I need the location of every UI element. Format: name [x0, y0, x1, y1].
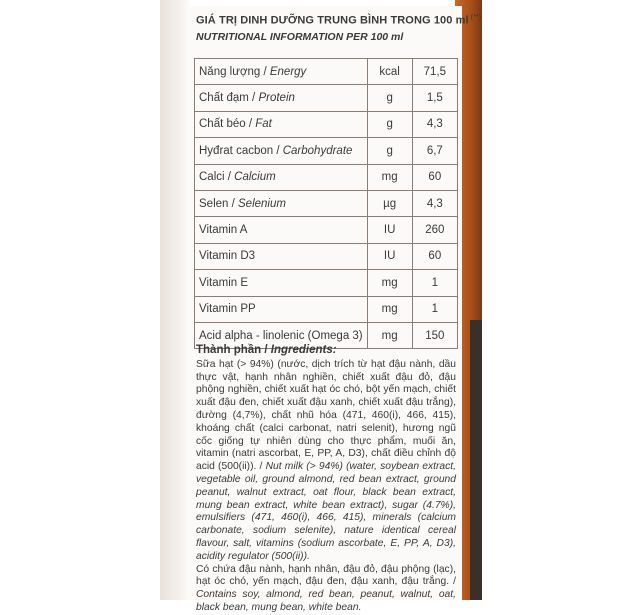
nutrient-row	[195, 164, 458, 190]
title-english: NUTRITIONAL INFORMATION PER 100 ml	[196, 30, 404, 43]
nutrient-value: 60	[412, 243, 457, 269]
ingredients-title-vi: Thành phần /	[196, 344, 271, 356]
nutrient-name	[195, 190, 368, 216]
nutrient-value: 4,3	[412, 111, 457, 137]
nutrient-name-en: Selenium	[238, 197, 286, 210]
ingredients-text-vi: Sữa hạt (> 94%) (nước, dịch trích từ hạt đậu nành, dầu thực vật, hạnh nhân nghiền, chiết xuất đậu đỏ, đậu phộng nghiền, chiết xuất hạt óc chó, bột yến mạch, chiết xuất đậu đen, chiết xuất đậu xanh, chiết xuất đậu trắng), đường (4,7%), chất nhũ hóa (471, 460(i), 466, 415), khoáng chất (calci carbonat, natri selenit), hương ngũ cốc giống tự nhiên dùng cho thực phẩm, muối ăn, vitamin (natri ascorbat, E, PP, A, D3), chất điều chỉnh độ acid (500(ii)). /	[196, 358, 456, 473]
nutrient-name	[195, 164, 368, 190]
allergen-text	[196, 564, 456, 615]
allergen-text-en: Contains soy, almond, red bean, peanut, walnut, oat, black bean, mung bean, white bean.	[196, 589, 456, 613]
nutrient-value: 1,5	[412, 85, 457, 111]
nutrient-unit: g	[367, 85, 412, 111]
nutrient-row	[195, 296, 458, 322]
nutrient-row	[195, 243, 458, 269]
nutrient-name-en: Calcium	[234, 171, 276, 184]
nutrient-name-vi: Vitamin PP	[199, 303, 256, 316]
nutrient-unit: g	[367, 138, 412, 164]
nutrient-name-vi: Chất béo /	[199, 118, 256, 131]
nutrient-name-vi: Acid alpha - linolenic (Omega 3)	[199, 329, 363, 342]
nutrient-value: 260	[412, 217, 457, 243]
nutrient-row	[195, 270, 458, 296]
nutrient-unit: mg	[367, 322, 412, 348]
nutrient-unit: IU	[367, 243, 412, 269]
nutrition-label	[190, 6, 482, 613]
nutrient-row	[195, 85, 458, 111]
nutrient-value: 4,3	[412, 190, 457, 216]
ingredients-section	[196, 344, 456, 615]
nutrient-unit: mg	[367, 270, 412, 296]
nutrient-name-vi: Calci /	[199, 171, 235, 184]
allergen-text-vi: Có chứa đậu nành, hạnh nhân, đậu đỏ, đậu phộng (lạc), hạt óc chó, yến mạch, đậu đen, đậu xanh, đậu trắng. /	[196, 563, 456, 588]
nutrient-unit: mg	[367, 164, 412, 190]
nutrient-name	[195, 270, 368, 296]
nutrient-unit: kcal	[367, 59, 412, 85]
nutrient-name-vi: Vitamin E	[199, 276, 249, 289]
nutrient-row	[195, 190, 458, 216]
nutrient-name-en: Carbohydrate	[282, 144, 353, 157]
nutrient-name	[195, 243, 368, 269]
nutrient-name-en: Protein	[258, 92, 295, 105]
package-left-edge	[160, 0, 192, 600]
title-vietnamese	[196, 14, 482, 27]
ingredients-text-en: Nut milk (> 94%) (water, soybean extract, vegetable oil, ground almond, red bean extract, ground peanut, walnut extract, oat flour, black bean extract, mung bean extract, white bean extract), sugar (4.7%), emulsifiers (471, 460(i), 466, 415), minerals (calcium carbonate, sodium selenite), nature identical cereal flavour, salt, vitamins (sodium ascorbate, E, PP, A, D3), acidity regulator (500(ii)).	[196, 461, 456, 562]
title-reference: (**)	[470, 14, 482, 21]
package-dark-edge	[470, 320, 482, 600]
nutrient-name	[195, 296, 368, 322]
title-vi-text: GIÁ TRỊ DINH DƯỠNG TRUNG BÌNH TRONG 100 ml	[196, 14, 469, 27]
nutrient-name-vi: Selen /	[199, 197, 238, 210]
nutrient-unit: mg	[367, 296, 412, 322]
nutrient-name	[195, 138, 368, 164]
nutrient-unit: IU	[367, 217, 412, 243]
nutrient-row	[195, 111, 458, 137]
label-header	[190, 6, 482, 43]
nutrient-value: 150	[412, 322, 457, 348]
nutrient-name-en: Fat	[255, 118, 272, 131]
nutrient-name-vi: Vitamin A	[199, 224, 248, 237]
nutrient-name-vi: Vitamin D3	[199, 250, 256, 263]
ingredients-title-en: Ingredients:	[270, 344, 337, 356]
nutrient-name	[195, 59, 368, 85]
nutrient-value: 6,7	[412, 138, 457, 164]
nutrient-value: 1	[412, 270, 457, 296]
ingredients-title	[196, 344, 456, 357]
nutrient-name-vi: Chất đạm /	[199, 92, 259, 105]
nutrient-value: 60	[412, 164, 457, 190]
nutrient-row	[195, 59, 458, 85]
nutrient-name-en: Energy	[269, 65, 307, 78]
nutrient-name	[195, 111, 368, 137]
ingredients-text	[196, 359, 456, 564]
nutrient-row	[195, 138, 458, 164]
nutrient-name	[195, 217, 368, 243]
nutrient-unit: g	[367, 111, 412, 137]
nutrient-row	[195, 217, 458, 243]
nutrient-value: 71,5	[412, 59, 457, 85]
nutrient-name-vi: Hyđrat cacbon /	[199, 144, 283, 157]
nutrient-name	[195, 85, 368, 111]
nutrient-name-vi: Năng lượng /	[199, 65, 270, 78]
nutrient-value: 1	[412, 296, 457, 322]
nutrient-unit: µg	[367, 190, 412, 216]
nutrition-table	[194, 58, 458, 349]
